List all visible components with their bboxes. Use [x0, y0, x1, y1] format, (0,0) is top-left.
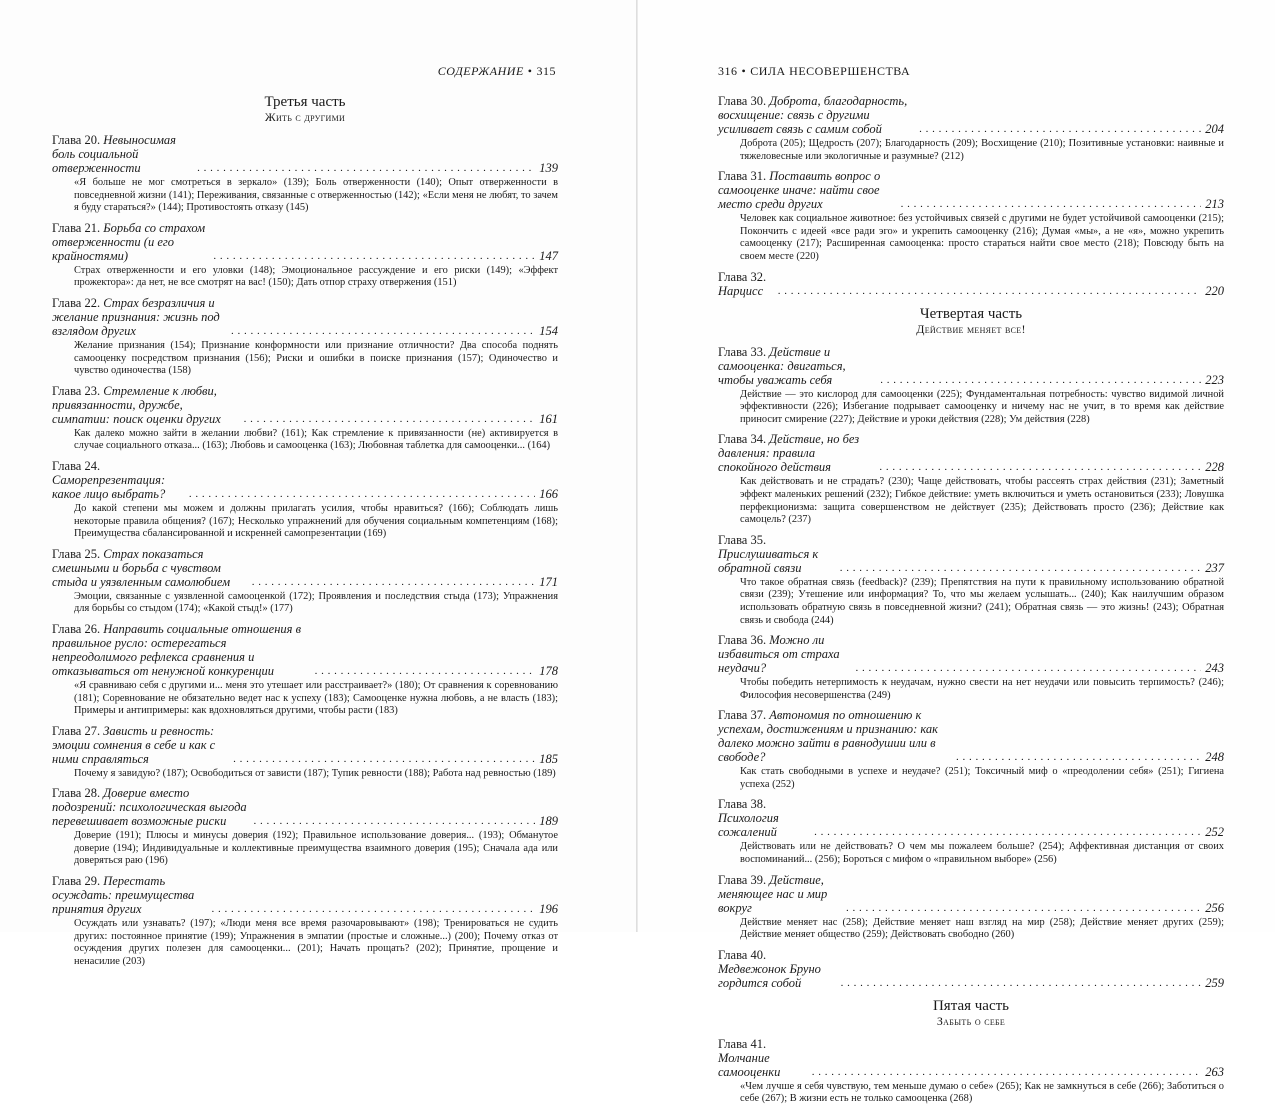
- chapter-summary: Что такое обратная связь (feedback)? (239); Препятствия на пути к правильному использованию обратной связи (239); Утешение или информация? То, что мы желаем услышать... (240); Как наилучшим образом использовать обратную связь в повседневной жизни? (241); Обратная связь — это жизнь! (243); Обратная связь и свобода (244): [740, 576, 1224, 626]
- chapter-heading-line: [718, 94, 1224, 136]
- part-heading: [718, 998, 1224, 1029]
- chapter-summary: Страх отверженности и его уловки (148); Эмоциональное рассуждение и его риски (149); «Эффект прожектора»: да нет, не все смотрят на вас! (150); Дать отпор страху отвержения (151): [74, 264, 558, 289]
- chapter-page-number: 259: [1205, 975, 1224, 990]
- chapter-heading-text: [718, 873, 842, 915]
- chapter-heading-line: [52, 384, 558, 426]
- chapter-label: Глава 38.: [718, 797, 767, 812]
- chapter-heading-text: [718, 708, 952, 764]
- chapter-heading-line: [52, 724, 558, 766]
- chapter-title: Страх показаться смешными и борьба с чувством стыда и уязвленным самолюбием: [52, 546, 231, 589]
- dot-leader: [840, 560, 1202, 575]
- chapter-title: Нарцисс: [718, 283, 764, 298]
- chapter-heading-line: [718, 345, 1224, 387]
- chapter-title: Доверие вместо подозрений: психологическая выгода перевешивает возможные риски: [52, 786, 247, 829]
- chapter-label: Глава 24.: [52, 458, 101, 473]
- chapter-label: Глава 34.: [718, 432, 767, 447]
- chapter-heading-text: [52, 786, 249, 828]
- chapter-heading-line: [52, 874, 558, 916]
- dot-leader: [252, 574, 536, 589]
- chapter-page-number: 248: [1205, 750, 1224, 765]
- dot-leader: [879, 459, 1201, 474]
- chapter-heading-text: [52, 133, 193, 175]
- chapter-page-number: 185: [539, 751, 558, 766]
- chapter-heading-line: [52, 221, 558, 263]
- chapter-label: Глава 32.: [718, 269, 767, 284]
- right-toc: [718, 94, 1224, 1112]
- chapter-summary: Доброта (205); Щедрость (207); Благодарность (209); Восхищение (210); Позитивные установки: наивные и тяжеловесные или экологичные и разумные? (212): [740, 138, 1224, 162]
- chapter-summary: «Чем лучше я себя чувствую, тем меньше думаю о себе» (265); Как не замкнуться в себе (266); Заботиться о себе (267); В жизни есть не только самооценка (268): [740, 1080, 1224, 1105]
- chapter-heading-text: [718, 1037, 808, 1079]
- chapter-page-number: 263: [1205, 1064, 1224, 1079]
- chapter-title: Действие, меняющее нас и мир вокруг: [718, 872, 828, 915]
- chapter-label: Глава 35.: [718, 532, 767, 547]
- dot-leader: [189, 486, 535, 501]
- part-title: Четвертая часть: [919, 305, 1023, 322]
- part-title: Пятая часть: [932, 997, 1010, 1014]
- part-heading: [52, 94, 558, 125]
- chapter-title: Направить социальные отношения в правильное русло: остерегаться непреодолимого рефлекса сравнения и отказываться от ненужной конкуренции: [52, 621, 302, 678]
- chapter-heading-text: [718, 169, 897, 211]
- toc-chapter-entry: [718, 345, 1224, 427]
- chapter-label: Глава 29.: [52, 874, 101, 889]
- dot-leader: [919, 121, 1201, 136]
- right-header-title: СИЛА НЕСОВЕРШЕНСТВА: [750, 64, 911, 78]
- toc-chapter-entry: [718, 708, 1224, 791]
- chapter-heading-line: [52, 133, 558, 175]
- chapter-summary: Как далеко можно зайти в желании любви? (161); Как стремление к привязанности (не) активируется в случае социального отказа... (163); Любовь и самооценка (163); Любовная таблетка для самооценки... (164): [74, 427, 558, 452]
- chapter-heading-text: [718, 533, 836, 575]
- chapter-heading-line: [718, 533, 1224, 575]
- chapter-page-number: 178: [539, 663, 558, 678]
- chapter-summary: Эмоции, связанные с уязвленной самооценкой (172); Проявления и последствия стыда (173); Упражнения для борьбы со стыдом (174); «Какой стыд!» (177): [74, 590, 558, 615]
- right-header-page-number: 316: [718, 64, 738, 78]
- dot-leader: [315, 663, 536, 678]
- toc-chapter-entry: [52, 724, 558, 781]
- toc-chapter-entry: [718, 169, 1224, 263]
- chapter-page-number: 228: [1205, 460, 1224, 475]
- chapter-heading-text: [52, 221, 209, 263]
- chapter-heading-line: [718, 270, 1224, 298]
- left-header-page-number: 315: [536, 64, 556, 78]
- chapter-page-number: 139: [539, 161, 558, 175]
- toc-chapter-entry: [718, 873, 1224, 942]
- chapter-heading-text: [718, 345, 876, 387]
- chapter-label: Глава 23.: [52, 383, 101, 398]
- toc-chapter-entry: [52, 622, 558, 718]
- chapter-title: Молчание самооценки: [718, 1050, 781, 1079]
- toc-chapter-entry: [52, 459, 558, 541]
- chapter-label: Глава 27.: [52, 723, 101, 738]
- chapter-title: Зависть и ревность: эмоции сомнения в себе и как с ними справляться: [52, 723, 216, 766]
- chapter-page-number: 166: [539, 486, 558, 501]
- chapter-title: Автономия по отношению к успехам, достижениям и признанию: как далеко можно зайти в равнодушии или в свободе?: [718, 708, 939, 765]
- chapter-title: Страх безразличия и желание признания: жизнь под взглядом других: [52, 295, 220, 338]
- dot-leader: [231, 323, 535, 338]
- chapter-heading-text: [718, 948, 837, 990]
- chapter-heading-text: [52, 296, 227, 338]
- chapter-heading-text: [52, 459, 185, 501]
- dot-leader: [212, 901, 536, 916]
- chapter-heading-line: [718, 633, 1224, 675]
- toc-chapter-entry: [718, 1037, 1224, 1106]
- chapter-label: Глава 33.: [718, 344, 767, 359]
- chapter-page-number: 237: [1205, 560, 1224, 575]
- chapter-heading-line: [52, 459, 558, 501]
- dot-leader: [841, 975, 1202, 990]
- toc-chapter-entry: [52, 384, 558, 453]
- chapter-summary: Чтобы победить нетерпимость к неудачам, нужно свести на нет неудачи или повысить терпимость? (246); Философия несовершенства (249): [740, 677, 1224, 701]
- chapter-page-number: 154: [539, 323, 558, 338]
- chapter-summary: Желание признания (154); Признание конформности или признание отличности? Два способа поднять самооценку посредством признания (156); Риски и ошибки в поиске признания (157); Одиночество и чувство одиночества (158): [74, 339, 558, 377]
- left-running-header: [438, 64, 556, 79]
- chapter-page-number: 161: [539, 411, 558, 426]
- header-bullet: •: [527, 64, 533, 78]
- chapter-label: Глава 40.: [718, 947, 767, 962]
- chapter-page-number: 223: [1205, 372, 1224, 387]
- toc-chapter-entry: [52, 547, 558, 616]
- left-toc: [52, 94, 558, 974]
- toc-chapter-entry: [718, 533, 1224, 627]
- chapter-label: Глава 20.: [52, 133, 101, 147]
- dot-leader: [197, 160, 535, 175]
- dot-leader: [213, 248, 535, 263]
- left-header-title: СОДЕРЖАНИЕ: [437, 64, 524, 78]
- chapter-heading-text: [718, 432, 875, 474]
- chapter-title: Перестать осуждать: преимущества принятия других: [52, 874, 195, 917]
- dot-leader: [253, 813, 535, 828]
- chapter-heading-line: [52, 547, 558, 589]
- chapter-title: Саморепрезентация: какое лицо выбрать?: [52, 472, 166, 501]
- chapter-summary: «Я сравниваю себя с другими и... меня это утешает или расстраивает?» (180); От сравнения к соревнованию (181); Соревнование не обязательно ведет нас к успеху (183); Самооценке нужна любовь, а не власть (183); Примеры и антипримеры: как вдохновляться другими, чтобы расти (183): [74, 679, 558, 717]
- chapter-heading-line: [718, 797, 1224, 839]
- chapter-summary: Как действовать и не страдать? (230); Чаще действовать, чтобы рассеять страх действия (231); Заметный эффект маленьких решений (232); Гибкое действие: уметь включиться и уметь остановиться (233); Ловушка перфекционизма: защита совершенством не действует (235); Действовать просто (236); Действие как самоцель? (237): [740, 476, 1224, 526]
- chapter-heading-line: [718, 708, 1224, 764]
- toc-chapter-entry: [718, 432, 1224, 526]
- chapter-page-number: 147: [539, 248, 558, 263]
- chapter-summary: Действовать или не действовать? О чем мы пожалеем больше? (254); Аффективная дистанция от своих воспоминаний... (256); Бороться с мифом о «правильном выборе» (256): [740, 841, 1224, 866]
- chapter-label: Глава 37.: [718, 708, 767, 723]
- dot-leader: [880, 372, 1201, 387]
- chapter-summary: Осуждать или узнавать? (197); «Люди меня все время разочаровывают» (198); Тренироваться не судить других: постоянное принятие (199); Упражнения в эмпатии (простые и сложные...) (200); Почему отказ от осуждения других полезен для самооценки... (201); Начать прощать? (202); Принятие, прощение и ненасилие (203): [74, 918, 558, 967]
- chapter-label: Глава 21.: [52, 220, 101, 235]
- chapter-heading-text: [52, 724, 229, 766]
- chapter-heading-text: [52, 547, 248, 589]
- chapter-label: Глава 22.: [52, 295, 101, 310]
- chapter-summary: Действие — это кислород для самооценки (225); Фундаментальная потребность: чувство видимой личной эффективности (226); Избегание подрывает самооценку и ничему нас не учит, в то время как действие приносит смирение (227); Действие и уроки действия (228); Ум действия (228): [740, 388, 1224, 425]
- toc-chapter-entry: [718, 94, 1224, 163]
- chapter-page-number: 171: [539, 574, 558, 589]
- chapter-heading-text: [718, 270, 774, 298]
- chapter-label: Глава 31.: [718, 169, 767, 184]
- chapter-page-number: 220: [1205, 283, 1224, 298]
- chapter-title: Медвежонок Бруно гордится собой: [718, 961, 821, 990]
- left-chapter-list: [52, 133, 558, 968]
- chapter-page-number: 243: [1205, 661, 1224, 676]
- chapter-label: Глава 28.: [52, 786, 101, 801]
- chapter-summary: Доверие (191); Плюсы и минусы доверия (192); Правильное использование доверия... (193); Обманутое доверие (194); Индивидуальные и коллективные преимущества взаимного доверия (195); Сначала ада или доверяться раю (196): [74, 830, 558, 867]
- chapter-title: Психология сожалений: [718, 811, 779, 840]
- part-subtitle: Забыть о себе: [936, 1013, 1006, 1028]
- chapter-heading-line: [52, 622, 558, 678]
- dot-leader: [901, 196, 1202, 211]
- toc-chapter-entry: [52, 786, 558, 868]
- dot-leader: [778, 283, 1201, 298]
- left-page: [0, 0, 636, 967]
- chapter-heading-line: [718, 948, 1224, 990]
- chapter-title: Борьба со страхом отверженности (и его крайностями): [52, 220, 206, 263]
- chapter-page-number: 196: [539, 902, 558, 917]
- chapter-summary: «Я больше не мог смотреться в зеркало» (139); Боль отверженности (140); Опыт отверженности в повседневной жизни (141); Переживания, связанные с отверженностью (142); «Если меня не любят, то зачем я буду стараться?» (144); Противостоять отказу (145): [74, 177, 558, 214]
- chapter-heading-text: [52, 384, 240, 426]
- chapter-label: Глава 25.: [52, 546, 101, 561]
- toc-chapter-entry: [52, 296, 558, 378]
- dot-leader: [956, 749, 1201, 764]
- chapter-page-number: 213: [1205, 197, 1224, 212]
- toc-chapter-entry: [718, 797, 1224, 866]
- dot-leader: [812, 1064, 1202, 1079]
- chapter-heading-line: [52, 786, 558, 828]
- dot-leader: [856, 660, 1202, 675]
- chapter-label: Глава 26.: [52, 621, 101, 636]
- chapter-heading-line: [718, 169, 1224, 211]
- chapter-title: Стремление к любви, привязанности, дружбе, симпатии: поиск оценки других: [52, 383, 221, 426]
- chapter-title: Поставить вопрос о самооценке иначе: найти свое место среди других: [718, 169, 881, 212]
- chapter-summary: До какой степени мы можем и должны прилагать усилия, чтобы нравиться? (166); Соблюдать лишь некоторые правила общения? (167); Несколько упражнений для обучения социальным компетенциям (168); Преимущества сбалансированной и искренней самопрезентации (169): [74, 502, 558, 540]
- chapter-heading-line: [718, 432, 1224, 474]
- chapter-heading-text: [52, 622, 311, 678]
- chapter-heading-line: [718, 1037, 1224, 1079]
- chapter-label: Глава 36.: [718, 633, 767, 648]
- toc-chapter-entry: [718, 270, 1224, 298]
- chapter-title: Действие, но без давления: правила спокойного действия: [718, 432, 860, 475]
- chapter-page-number: 204: [1205, 122, 1224, 136]
- chapter-title: Действие и самооценка: двигаться, чтобы уважать себя: [718, 344, 846, 387]
- chapter-label: Глава 39.: [718, 872, 767, 887]
- chapter-title: Доброта, благодарность, восхищение: связь с другими усиливает связь с самим собой: [718, 94, 908, 136]
- part-heading: [718, 306, 1224, 337]
- toc-chapter-entry: [52, 133, 558, 215]
- chapter-summary: Действие меняет нас (258); Действие меняет наш взгляд на мир (258); Действие меняет других (259); Действие меняет общество (259); Действовать свободно (260): [740, 916, 1224, 941]
- part-subtitle: Действие меняет все!: [916, 321, 1026, 336]
- chapter-summary: Почему я завидую? (187); Освободиться от зависти (187); Тупик ревности (188); Работа над ревностью (189): [74, 767, 556, 779]
- chapter-heading-text: [52, 874, 208, 916]
- chapter-page-number: 256: [1205, 900, 1224, 915]
- chapter-summary: Как стать свободными в успехе и неудаче? (251); Токсичный миф о «преодолении себя» (251); Гигиена успеха (252): [740, 766, 1224, 790]
- chapter-heading-text: [718, 94, 915, 136]
- part-title: Третья часть: [264, 94, 346, 110]
- chapter-label: Глава 30.: [718, 94, 767, 108]
- chapter-title: Невыносимая боль социальной отверженности: [52, 133, 176, 175]
- chapter-title: Можно ли избавиться от страха неудачи?: [718, 633, 840, 676]
- part-subtitle: Жить с другими: [264, 110, 346, 124]
- toc-chapter-entry: [52, 221, 558, 290]
- chapter-heading-line: [718, 873, 1224, 915]
- chapter-page-number: 252: [1205, 825, 1224, 840]
- dot-leader: [244, 411, 536, 426]
- dot-leader: [233, 751, 535, 766]
- toc-chapter-entry: [718, 948, 1224, 990]
- chapter-page-number: 189: [539, 814, 558, 829]
- dot-leader: [814, 824, 1201, 839]
- chapter-title: Прислушиваться к обратной связи: [718, 546, 819, 575]
- chapter-label: Глава 41.: [718, 1036, 767, 1051]
- chapter-heading-line: [52, 296, 558, 338]
- chapter-summary: Человек как социальное животное: без устойчивых связей с другими не будет устойчивой самооценки (215); Покончить с идеей «все ради эго» и укрепить самооценку (216); Думая «мы», а не «я», можно укрепить самооценку (217); Расширенная самооценка: просто стараться найти свое место (218); Повсюду быть на своем месте (220): [740, 213, 1224, 262]
- right-page: [638, 0, 1275, 1105]
- chapter-heading-text: [718, 633, 852, 675]
- toc-chapter-entry: [718, 633, 1224, 702]
- right-running-header: [718, 64, 910, 79]
- dot-leader: [846, 900, 1201, 915]
- chapter-heading-text: [718, 797, 810, 839]
- toc-chapter-entry: [52, 874, 558, 968]
- header-bullet: •: [741, 64, 747, 78]
